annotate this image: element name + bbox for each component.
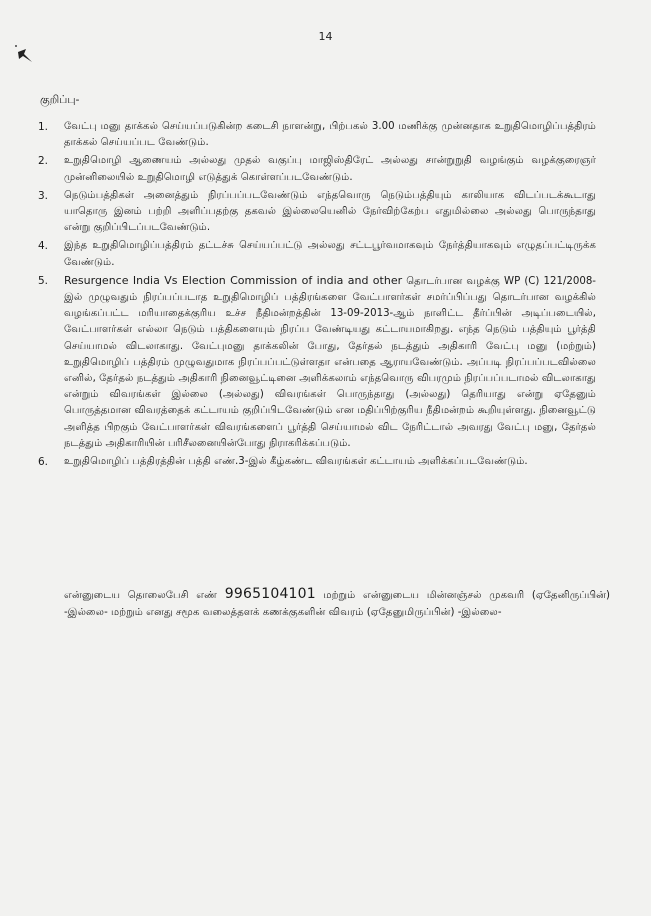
- note-number: 4.: [38, 240, 49, 253]
- contact-suffix: மற்றும் என்னுடைய மின்னஞ்சல் முகவரி (ஏதேனிருப்பின்) -இல்லை- மற்றும் எனது சமூக வலைத்தளக் கணக்குகளின் விவரம் (ஏதேனுமிருப்பின்) -இல்லை-: [64, 590, 610, 618]
- note-number: 3.: [38, 189, 49, 202]
- note-number: 2.: [38, 155, 49, 168]
- note-text: நெடும்பத்திகள் அனைத்தும் நிரப்பப்படவேண்டும் எந்தவொரு நெடும்பத்தியும் காலியாக விடப்படக்கூடாது யாதொரு இனம் பற்றி அளிப்பதற்கு தகவல் இல்லையெனில் நேர்விற்கேற்ப எதுமில்லை அல்லது பொருந்தாது என்று குறிப்பிடப்படவேண்டும்.: [64, 189, 596, 234]
- note-number: 6.: [38, 456, 49, 469]
- contact-statement: [64, 586, 610, 621]
- note-item: [36, 153, 596, 185]
- note-text: வேட்பு மனு தாக்கல் செய்யப்படுகின்ற கடைசி நாளன்று, பிற்பகல் 3.00 மணிக்கு முன்னதாக உறுதிமொழிப்பத்திரம் தாக்கல் செய்யப்பட வேண்டும்.: [64, 121, 596, 149]
- notes-list: [36, 119, 596, 472]
- note-text: தொடர்பான வழக்கு WP (C) 121/2008-இல் முழுவதும் நிரப்பப்படாத உறுதிமொழிப் பத்திரங்களை வேட்பாளர்கள் சமர்ப்பிப்பது தொடர்பான வழக்கில் வழங்கப்பட்ட மரியாதைக்குரிய உச்ச நீதிமன்றத்தின் 13-09-2013-ஆம் நாளிட்ட தீர்ப்பின் அடிப்படையில், வேட்பாளர்கள் எல்லா நெடும் பத்திகளையும் நிரப்ப வேண்டியது கட்டாயமாகிறது. எந்த நெடும் பத்தியும் பூர்த்தி செய்யாமல் விடலாகாது. வேட்புமனு தாக்கலின் போது, தேர்தல் நடத்தும் அதிகாரி வேட்பு மனு (மற்றும்) உறுதிமொழிப் பத்திரம் முழுவதுமாக நிரப்பப்பட்டுள்ளதா என்பதை ஆராயவேண்டும். அப்படி நிரப்பப்படவில்லை எனில், தேர்தல் நடத்தும் அதிகாரி நினைவூட்டினை அளிக்கலாம் எந்தவொரு விபரமும் நிரப்பப்படாமல் விடலாகாது என்றும் விவரங்கள் இல்லை (அல்லது) விவரங்கள் பொருந்தாது (அல்லது) தெரியாது என்று ஏதேனும் பொருத்தமான விவரத்தைக் கட்டாயம் குறிப்பிடவேண்டும் என மதிப்பிற்குரிய நீதிமன்றம் கூறியுள்ளது. நினைவூட்டு அளித்த பிறகும் வேட்பாளர்கள் விவரங்களைப் பூர்த்தி செய்யாமல் விட நேரிட்டால் அவரது வேட்பு மனு, தேர்தல் நடத்தும் அதிகாரியின் பரிசீலனையின்போது நிராகரிக்கப்படும்.: [64, 275, 596, 449]
- case-title: Resurgence India Vs Election Commission of india and other: [64, 273, 403, 287]
- note-number: 5.: [38, 274, 49, 287]
- note-item: [36, 188, 596, 237]
- page-number: 14: [318, 30, 333, 43]
- note-item: [36, 119, 596, 151]
- ink-mark-icon: [12, 40, 38, 66]
- note-number: 1.: [38, 121, 49, 133]
- note-item: [36, 238, 596, 270]
- note-text: இந்த உறுதிமொழிப்பத்திரம் தட்டச்சு செய்யப்பட்டு அல்லது சட்டபூர்வமாகவும் நேர்த்தியாகவும் எழுதப்பட்டிருக்க வேண்டும்.: [64, 240, 596, 268]
- notes-heading: குறிப்பு-: [40, 93, 80, 106]
- note-text: உறுதிமொழிப் பத்திரத்தின் பத்தி எண்.3-இல் கீழ்கண்ட விவரங்கள் கட்டாயம் அளிக்கப்படவேண்டும்.: [64, 456, 528, 468]
- phone-number: 9965104101: [224, 586, 316, 602]
- note-text-block: [64, 273, 596, 452]
- note-item: [36, 273, 596, 452]
- note-item: [36, 454, 596, 470]
- contact-prefix: என்னுடைய தொலைபேசி எண்: [64, 590, 225, 601]
- note-text: உறுதிமொழி ஆணையம் அல்லது முதல் வகுப்பு மாஜிஸ்திரேட் அல்லது சான்றுறுதி வழங்கும் வழக்குரைஞர் முன்னிலையில் உறுதிமொழி எடுத்துக் கொள்ளப்படவேண்டும்.: [64, 155, 596, 183]
